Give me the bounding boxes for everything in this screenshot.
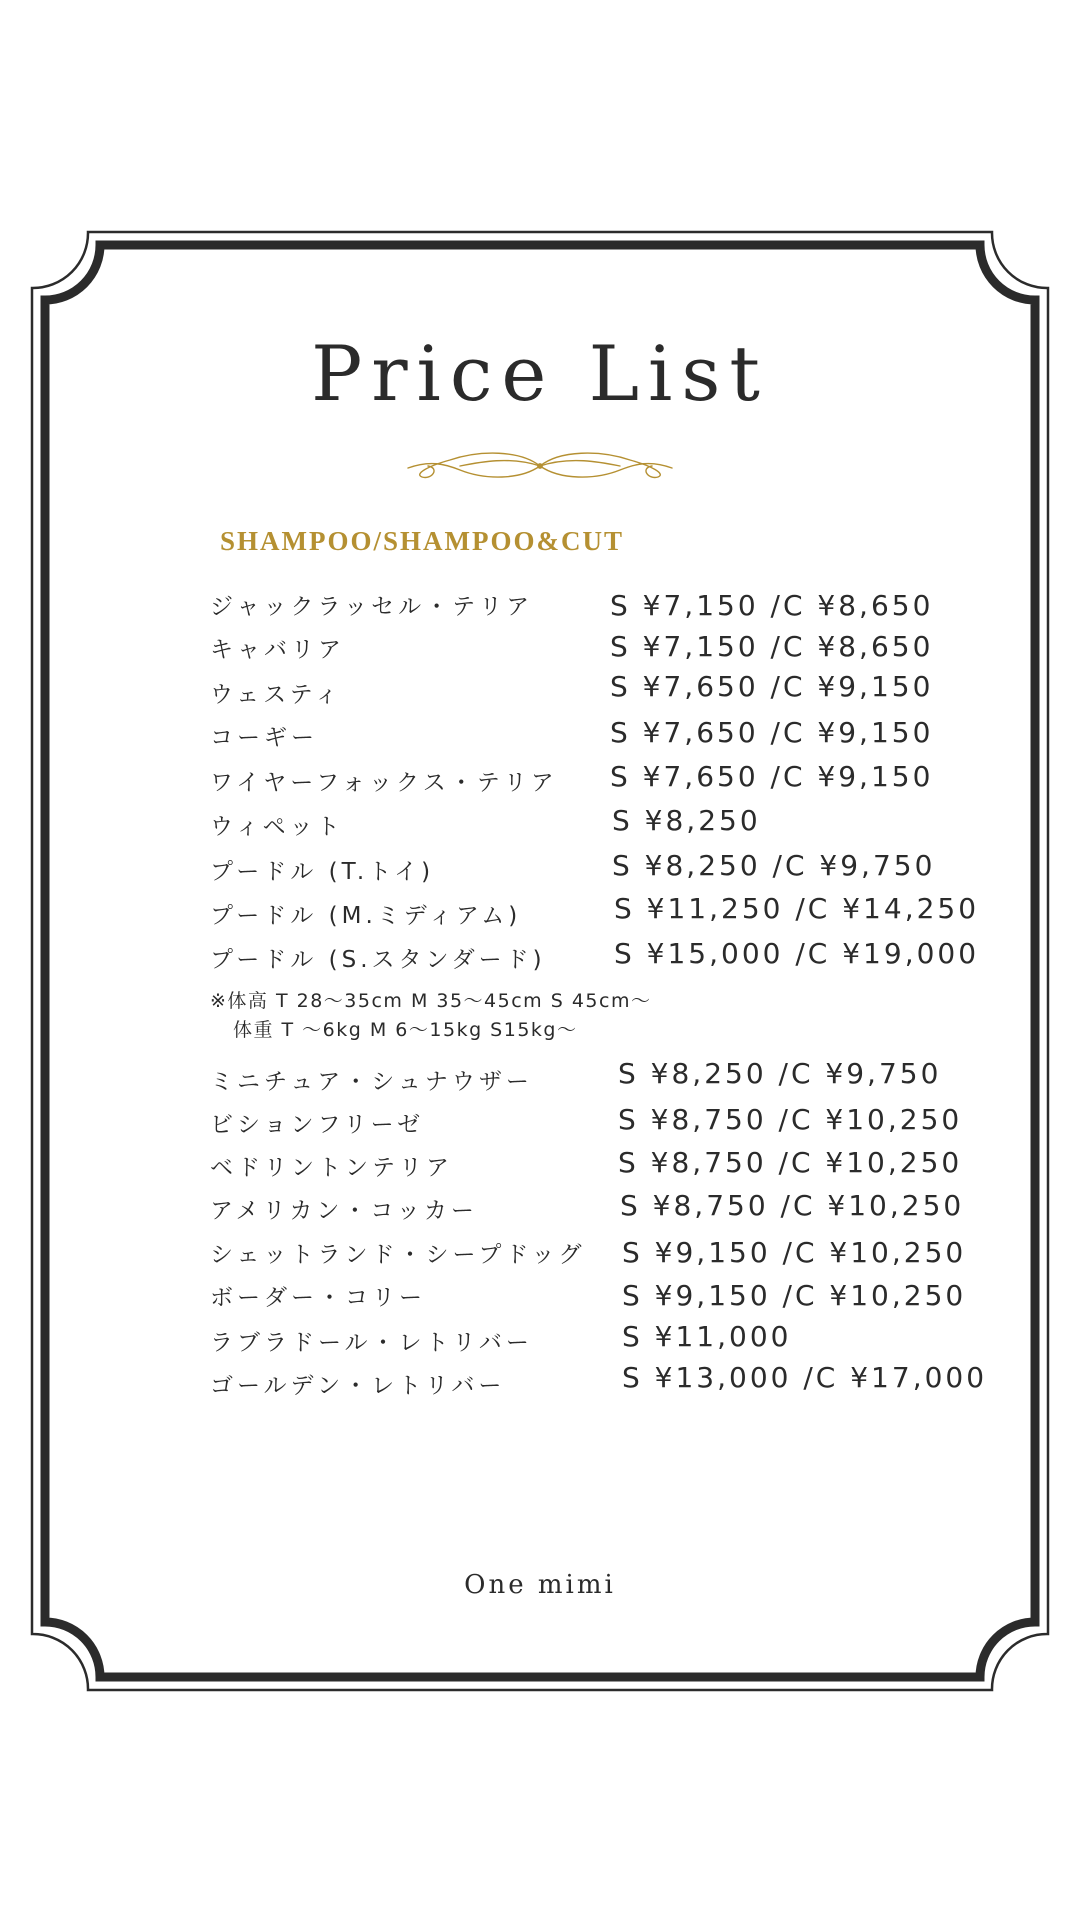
price-row (210, 1189, 970, 1240)
price-row (210, 1236, 970, 1284)
breed-name: ビションフリーゼ (210, 1112, 425, 1138)
size-note-line2: 体重 T 〜6kg M 6〜15kg S15kg〜 (233, 1019, 578, 1041)
breed-name: プードル (T.トイ) (210, 859, 435, 885)
breed-price: S ¥8,250 /C ¥9,750 (612, 849, 936, 882)
breed-price: S ¥7,650 /C ¥9,150 (610, 716, 934, 749)
breed-price: S ¥8,750 /C ¥10,250 (618, 1146, 963, 1179)
breed-name: ウェスティ (210, 682, 342, 708)
breed-price: S ¥7,150 /C ¥8,650 (610, 589, 934, 622)
breed-price: S ¥7,150 /C ¥8,650 (610, 630, 934, 663)
breed-price: S ¥7,650 /C ¥9,150 (610, 760, 934, 793)
section-heading: SHAMPOO/SHAMPOO&CUT (220, 526, 624, 556)
breed-name: プードル (M.ミディアム) (210, 903, 522, 929)
price-row (210, 1279, 970, 1327)
breed-name: ボーダー・コリー (210, 1285, 426, 1311)
page-title: Price List (311, 329, 769, 418)
breed-price: S ¥8,750 /C ¥10,250 (618, 1103, 963, 1136)
breed-price: S ¥8,750 /C ¥10,250 (620, 1189, 965, 1222)
breed-price: S ¥7,650 /C ¥9,150 (610, 670, 934, 703)
breed-name: ベドリントンテリア (210, 1155, 453, 1181)
breed-price: S ¥13,000 /C ¥17,000 (622, 1361, 988, 1394)
breed-price: S ¥8,250 /C ¥9,750 (618, 1057, 942, 1090)
price-row (210, 937, 980, 989)
breed-name: ウィペット (210, 814, 344, 840)
breed-price: S ¥9,150 /C ¥10,250 (622, 1236, 967, 1269)
flourish-ornament (400, 446, 680, 486)
price-row (210, 1361, 988, 1415)
price-row (210, 760, 970, 812)
breed-price: S ¥8,250 (612, 804, 761, 837)
breed-name: コーギー (210, 725, 318, 751)
breed-name: ゴールデン・レトリバー (210, 1373, 506, 1399)
breed-price: S ¥11,250 /C ¥14,250 (614, 892, 980, 925)
breed-name: ミニチュア・シュナウザー (210, 1069, 533, 1095)
breed-name: アメリカン・コッカー (210, 1198, 478, 1224)
breed-name: シェットランド・シープドッグ (210, 1242, 586, 1268)
size-note-line1: ※体高 T 28〜35cm M 35〜45cm S 45cm〜 (210, 990, 652, 1012)
breed-price: S ¥15,000 /C ¥19,000 (614, 937, 980, 970)
breed-name: ラブラドール・レトリバー (210, 1330, 533, 1356)
breed-name: ワイヤーフォックス・テリア (210, 770, 558, 796)
breed-price: S ¥9,150 /C ¥10,250 (622, 1279, 967, 1312)
breed-price: S ¥11,000 (622, 1320, 792, 1353)
breed-name: ジャックラッセル・テリア (210, 594, 534, 620)
breed-name: プードル (S.スタンダード) (210, 947, 546, 973)
breed-name: キャバリア (210, 637, 345, 663)
footer-brand: One mimi (464, 1570, 616, 1600)
